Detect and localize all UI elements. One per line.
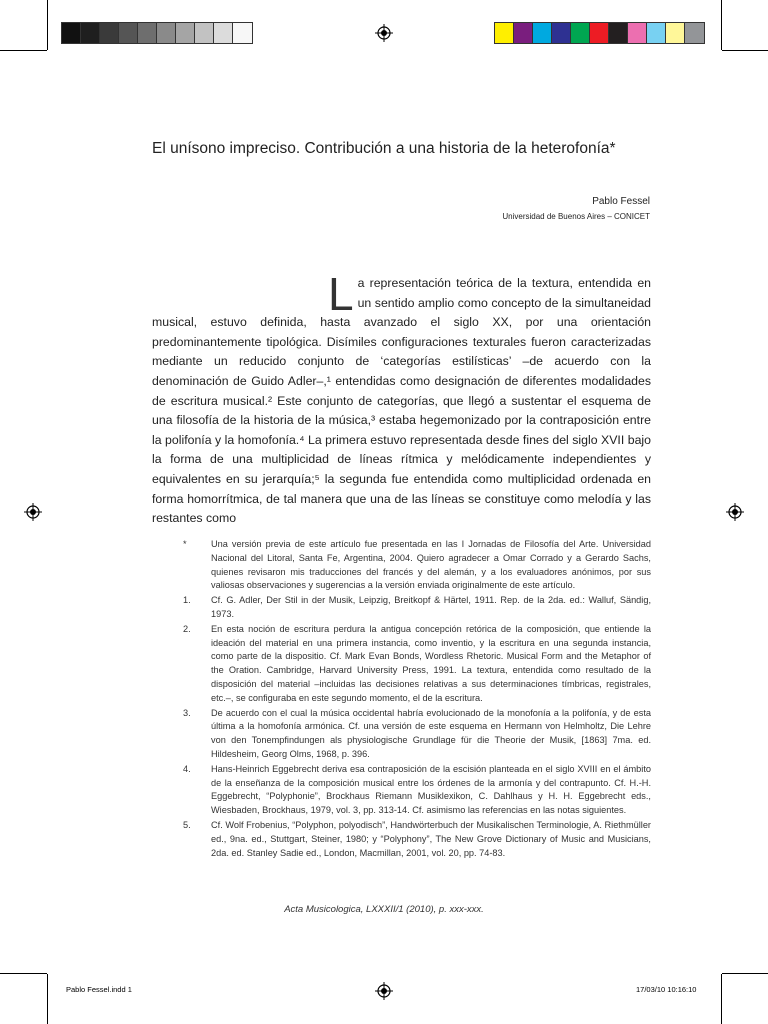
footnote-text: Hans-Heinrich Eggebrecht deriva esa contraposición de la escisión planteada en el siglo XVIII en el ámbito de la enseñanza de la composición musical entre los órdenes de la armonía y del contrapunto. Cf. H.-H. Eggebrecht, “Polyphonie”, Brockhaus Riemann Musiklexikon, C. Dahlhaus y H. H. Eggebrecht eds., Wiesbaden, Brockhaus, 1979, vol. 3, pp. 313-14. Cf. asimismo las referencias en las notas siguientes. — [211, 763, 651, 816]
footnote — [183, 707, 651, 762]
color-swatch — [552, 23, 571, 43]
footnote-text: Una versión previa de este artículo fue presentada en las I Jornadas de Filosofía del Arte. Universidad Nacional del Litoral, Santa Fe, Argentina, 2004. Quiero agradecer a Omar Corrado y a Gerardo Sachs, quienes revisaron mis traducciones del francés y del alemán, y a los evaluadores anónimos, por sus valiosas observaciones y sugerencias a la versión enviada originalmente de este artículo. — [211, 539, 651, 591]
crop-mark — [47, 974, 48, 1024]
color-swatch — [590, 23, 609, 43]
crop-mark — [721, 0, 722, 50]
color-swatch — [100, 23, 119, 43]
footnote-text: De acuerdo con el cual la música occidental habría evolucionado de la monofonía a la polifonía, y de esta última a la homofonía armónica. Cf. una versión de este esquema en Hermann von Helmholtz, Die Lehre von den Tonempfindungen als physiologische Grundlage für die Theorie der Musik, [1863] 7ma. ed. Hildesheim, Georg Olms, 1968, p. 396. — [211, 707, 651, 759]
footnote — [183, 538, 651, 593]
color-swatch — [195, 23, 214, 43]
footnote-marker: 3. — [183, 707, 191, 718]
color-swatch — [628, 23, 647, 43]
drop-cap: L — [328, 268, 354, 320]
crop-mark — [47, 0, 48, 50]
color-swatch — [514, 23, 533, 43]
registration-mark-icon — [726, 503, 744, 521]
footnote — [183, 623, 651, 706]
footnote — [183, 594, 651, 622]
crop-mark — [0, 973, 47, 974]
registration-mark-icon — [375, 982, 393, 1000]
author-name: Pablo Fessel — [592, 196, 650, 207]
color-swatch — [214, 23, 233, 43]
color-swatch — [571, 23, 590, 43]
color-swatch — [495, 23, 514, 43]
footnotes — [183, 538, 651, 861]
color-swatch — [609, 23, 628, 43]
registration-mark-icon — [24, 503, 42, 521]
color-swatch — [685, 23, 704, 43]
footnote-text: Cf. G. Adler, Der Stil in der Musik, Leipzig, Breitkopf & Härtel, 1911. Rep. de la 2da. ed.: Walluf, Sändig, 1973. — [211, 595, 651, 619]
color-swatch — [138, 23, 157, 43]
crop-mark — [722, 973, 768, 974]
color-swatch — [666, 23, 685, 43]
color-swatch — [233, 23, 252, 43]
footnote-marker: * — [183, 539, 187, 549]
footnote — [183, 763, 651, 818]
body-text: a representación teórica de la textura, entendida en un sentido amplio como concepto de la simultaneidad musical, estuvo definida, hasta avanzado el siglo XX, por una orientación predominantemente tipológica. Disímiles configuraciones texturales fueron caracterizadas mediante un reducido conjunto de ‘categorías estilísticas’ –de acuerdo con la denominación de Guido Adler–,¹ entendidas como designación de diferentes modalidades de escritura musical.² Este conjunto de categorías, que llegó a sustentar el esquema de una filosofía de la historia de la música,³ estaba hegemonizado por la contraposición entre la polifonía y la homofonía.⁴ La primera estuvo representada desde fines del siglo XVII bajo la forma de una multiplicidad de líneas rítmica y melódicamente independientes y equivalentes en su jerarquía;⁵ la segunda fue entendida como multiplicidad ordenada en forma homorrítmica, de tal manera que una de las líneas se constituye como melodía y las restantes como — [152, 276, 651, 526]
article-title: El unísono impreciso. Contribución a una historia de la heterofonía* — [152, 140, 616, 157]
color-swatch — [62, 23, 81, 43]
journal-citation: Acta Musicologica, LXXXII/1 (2010), p. xxx-xxx. — [284, 904, 484, 915]
slug-filename: Pablo Fessel.indd 1 — [66, 985, 132, 994]
footnote-marker: 2. — [183, 623, 191, 634]
color-swatch-bar — [494, 22, 705, 44]
slug-date: 17/03/10 10:16:10 — [636, 985, 697, 994]
footnote — [183, 819, 651, 860]
gray-swatch-bar — [61, 22, 253, 44]
color-swatch — [647, 23, 666, 43]
footnote-marker: 5. — [183, 819, 191, 830]
footnote-text: En esta noción de escritura perdura la antigua concepción retórica de la composición, que entiende la ideación del material en una primera instancia, como inventio, y la escritura en una segunda instancia, como parte de la dispositio. Cf. Mark Evan Bonds, Wordless Rhetoric. Musical Form and the Metaphor of the Oration. Cambridge, Harvard University Press, 1991. La textura, entendida como resultado de la disposición del material –incluidas las decisiones relativas a sus determinaciones tímbricas, registrales, etc.–, se configuraba en este segundo momento, el de la escritura. — [211, 623, 651, 703]
author-affiliation: Universidad de Buenos Aires – CONICET — [502, 212, 650, 221]
color-swatch — [176, 23, 195, 43]
body-paragraph — [152, 268, 651, 529]
color-swatch — [81, 23, 100, 43]
crop-mark — [721, 974, 722, 1024]
footnote-marker: 1. — [183, 595, 191, 606]
color-swatch — [119, 23, 138, 43]
color-swatch — [157, 23, 176, 43]
registration-mark-icon — [375, 24, 393, 42]
footnote-text: Cf. Wolf Frobenius, “Polyphon, polyodisch”, Handwörterbuch der Musikalischen Terminologie, A. Riethmüller ed., 9na. ed., Stuttgart, Steiner, 1980; y “Polyphony”, The New Grove Dictionary of Music and Musicians, 2da. ed. Stanley Sadie ed., London, Macmillan, 2001, vol. 20, pp. 74-83. — [211, 819, 651, 858]
color-swatch — [533, 23, 552, 43]
footnote-marker: 4. — [183, 763, 191, 774]
crop-mark — [0, 50, 47, 51]
crop-mark — [722, 50, 768, 51]
